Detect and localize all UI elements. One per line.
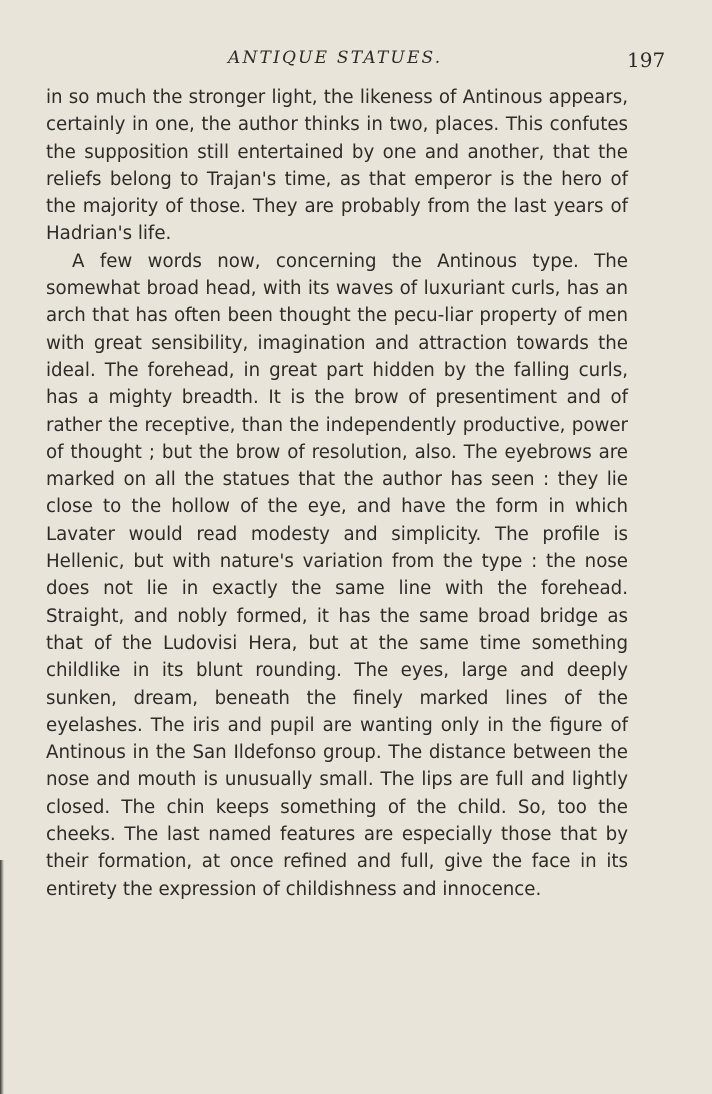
body-text bbox=[46, 84, 628, 903]
running-title: ANTIQUE STATUES. bbox=[228, 48, 443, 68]
spine-shadow bbox=[0, 860, 4, 1094]
paragraph-2: A few words now, concerning the Antinous type. The somewhat broad head, with its waves of luxuriant curls, has an arch that has often been thought the pecu-liar property of men with great sensibility, imagination and attraction towards the ideal. The forehead, in great part hidden by the falling curls, has a mighty breadth. It is the brow of presentiment and of rather the receptive, than the independently productive, power of thought ; but the brow of resolution, also. The eyebrows are marked on all the statues that the author has seen : they lie close to the hollow of the eye, and have the form in which Lavater would read modesty and simplicity. The profile is Hellenic, but with nature's variation from the type : the nose does not lie in exactly the same line with the forehead. Straight, and nobly formed, it has the same broad bridge as that of the Ludovisi Hera, but at the same time something childlike in its blunt rounding. The eyes, large and deeply sunken, dream, beneath the finely marked lines of the eyelashes. The iris and pupil are wanting only in the figure of Antinous in the San Ildefonso group. The distance between the nose and mouth is unusually small. The lips are full and lightly closed. The chin keeps something of the child. So, too the cheeks. The last named features are especially those that by their formation, at once refined and full, give the face in its entirety the expression of childishness and innocence. bbox=[46, 250, 628, 900]
running-head bbox=[0, 48, 712, 74]
page-number: 197 bbox=[627, 48, 666, 72]
paragraph-1: in so much the stronger light, the likeness of Antinous appears, certainly in one, the author thinks in two, places. This confutes the supposition still entertained by one and another, that the reliefs belong to Trajan's time, as that emperor is the hero of the majority of those. They are probably from the last years of Hadrian's life. bbox=[46, 87, 628, 245]
